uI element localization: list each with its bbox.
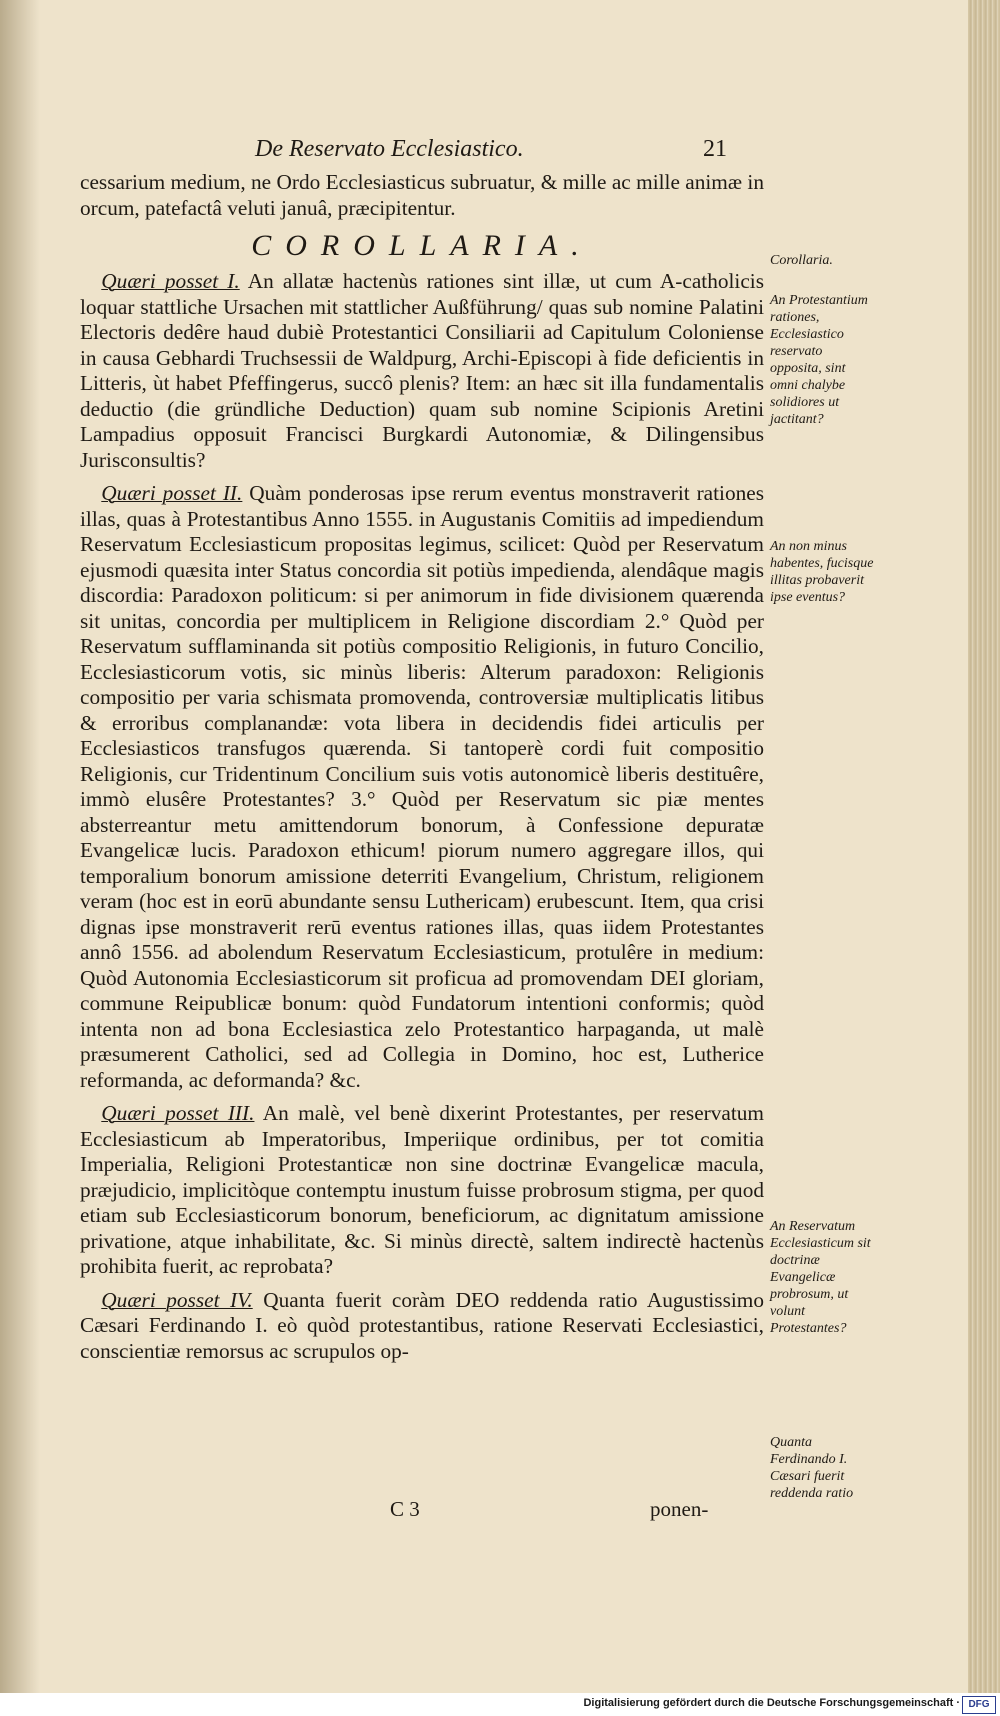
question-1 [80,269,764,473]
section-heading: COROLLARIA. [251,229,593,262]
question-2-body: Quàm ponderosas ipse rerum eventus monstraverit rationes illas, quas à Protestantibus Anno 1555. in Augustanis Comitiis ad impediendum Reservatum Ecclesiasticum propositas legimus, scilicet: Quòd per Reservatum ejusmodi quæsita inter Status concordia sit potiùs impedienda, alendâque magis discordia: Paradoxon politicum: si per animorum in fide divisionem quærenda sit unitas, concordia per multiplicem in Religione discordiam 2.° Quòd per Reservatum sufflaminanda sit potiùs compositio Religionis, in futuro Concilio, Ecclesiasticorum votis, sic minùs liberis: Alterum paradoxon: Religionis compositio per varia schismata promovenda, controversiæ multiplicatis litibus & erroribus complanandæ: vota libera in decidendis fidei articulis per Ecclesiasticos transfugos quærenda. Si tantoperè cordi fuit compositio Religionis, cur Tridentinum Concilium suis votis autonomicè liberis destituêre, immò elusêre Protestantes? 3.° Quòd per Reservatum sic piæ mentes absterreantur metu amittendorum bonorum, à Confessione depuratæ Evangelicæ lucis. Paradoxon ethicum! piorum numero aggregare illos, qui temporalium bonorum amissione deterriti Evangelium, Christum, religionem veram (hoc est in eorū abundante sensu Luthericam) erubescunt. Item, qua crisi dignas ipse monstraverit rerū eventus rationes illas, quas iidem Protestantes annô 1556. ad abolendum Reservatum Ecclesiasticum, protulêre in medium: Quòd Autonomia Ecclesiasticorum sit proficua ad promovendam DEI gloriam, commune Reipublicæ bonum: quòd Fundatorum intentioni conformis; quòd intenta non ad bona Ecclesiastica zelo Protestantico harpaganda, ut malè præsumerent Catholici, sed ad Collegia in Domino, hoc est, Lutherice reformanda, ac deformanda? &c. [80,481,765,1092]
question-4-lead: Quæri posset IV. [101,1287,253,1312]
page-edges [968,0,1000,1716]
question-1-body: An allatæ hactenùs rationes sint illæ, ut cum A-catholicis loquar stattliche Ursachen mit stattlicher Außführung/ quas sub nomine Palatini Electoris dedêre haud dubiè Protestantici Consiliarii ad Capitulum Coloniense in causa Gebhardi Truchsessii de Waldpurg, Archi-Episcopi à fide deficientis in Litteris, ùt habet Pfeffingerus, succô plenis? Item: an hæc sit illa fundamentalis deductio (die gründliche Deduction) quam sub nomine Scipionis Aretini Lampadius opposuit Francisci Burgkardi Autonomiæ, & Dilingensibus Jurisconsultis? [80,269,764,472]
catchword: ponen- [650,1497,709,1521]
dfg-logo: DFG [962,1696,996,1714]
signature-mark: C 3 [390,1497,420,1521]
page-number: 21 [703,136,727,162]
question-2-lead: Quæri posset II. [101,481,243,505]
margin-note-2: An non minus habentes, fucisque illitas probaverit ipse eventus? [770,539,874,605]
question-3-lead: Quæri posset III. [101,1101,255,1125]
margin-note-3: An Reservatum Ecclesiasticum sit doctrinæ Evangelicæ probrosum, ut volunt Protestantes? [770,1219,871,1336]
question-2 [80,481,764,1093]
question-3-body: An malè, vel benè dixerint Protestantes, per reservatum Ecclesiasticum ab Imperatoribus, Imperiique ordinibus, per tot comitia Imperialia, Religioni Protestanticæ non sine doctrinæ Evangelicæ macula, præjudicio, implicitòque contemptu inustum fuisse probrosum stigma, per quod etiam sub Ecclesiasticorum bonorum, beneficiorum, ac dignitatum amissione privatione, atque inhabilitate, &c. Si minùs directè, saltem indirectè hactenùs prohibita fuerit, ac reprobata? [80,1101,764,1278]
question-3 [80,1101,764,1280]
margin-note-corollaria: Corollaria. [770,253,833,268]
footer-credit: Digitalisierung gefördert durch die Deutsche Forschungsgemeinschaft · [583,1697,960,1709]
running-head: De Reservato Ecclesiastico. [255,136,524,162]
gutter-shadow [0,0,40,1716]
margin-note-1: An Protestantium rationes, Ecclesiastico reservato opposita, sint omni chalybe solidiores ut jactitant? [770,293,868,427]
main-text [80,170,764,1364]
margin-note-4: Quanta Ferdinando I. Cæsari fuerit reddenda ratio [770,1435,854,1501]
question-4 [80,1288,764,1365]
question-1-lead: Quæri posset I. [101,269,240,293]
question-4-body: Quanta fuerit coràm DEO reddenda ratio Augustissimo Cæsari Ferdinando I. eò quòd protestantibus, ratione Reservati Ecclesiastici, conscientiæ remorsus ac scrupulos op- [80,1287,765,1363]
intro-paragraph: cessarium medium, ne Ordo Ecclesiasticus subruatur, & mille ac mille animæ in orcum, patefactâ veluti januâ, præcipitentur. [80,170,764,220]
